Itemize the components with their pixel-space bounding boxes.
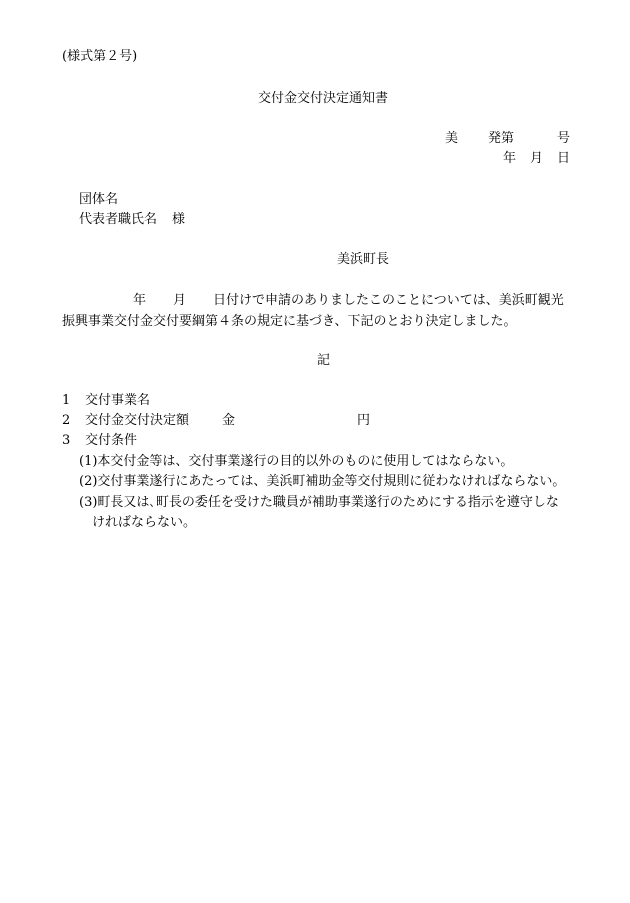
item2-yen: 円 [357, 413, 371, 428]
condition-2: (2)交付事業遂行にあたっては、美浜町補助金等交付規則に従わなければならない。 [79, 474, 566, 489]
body-line1: 日付けで申請のありましたこのことについては、美浜町観光 [213, 293, 564, 308]
ki-heading: 記 [317, 353, 331, 368]
item3-label: 交付条件 [85, 433, 138, 448]
sender-title: 美浜町長 [337, 252, 390, 267]
reference-city: 美 [445, 131, 459, 146]
item2-label: 交付金交付決定額 [85, 413, 190, 428]
item1-number: 1 [62, 393, 71, 408]
body-line2: 振興事業交付金交付要綱第４条の規定に基づき、下記のとおり決定しました。 [62, 314, 517, 329]
item2-number: 2 [62, 413, 71, 428]
reference-number-suffix: 号 [557, 131, 571, 146]
reference-issue: 発第 [488, 131, 515, 146]
form-label: (様式第２号) [62, 49, 138, 64]
addressee-honorific: 様 [172, 212, 186, 227]
addressee-org-label: 団体名 [79, 192, 119, 207]
addressee-rep-label: 代表者職氏名 [79, 212, 158, 227]
date-month: 月 [530, 151, 544, 166]
item3-number: 3 [62, 433, 71, 448]
body-month: 月 [173, 293, 187, 308]
item2-kin: 金 [222, 413, 236, 428]
date-day: 日 [557, 151, 571, 166]
condition-3-line1: (3)町長又は､町長の委任を受けた職員が補助事業遂行のためにする指示を遵守しな [79, 495, 559, 510]
body-year: 年 [133, 293, 147, 308]
document-title: 交付金交付決定通知書 [258, 91, 389, 106]
item1-label: 交付事業名 [85, 393, 151, 408]
date-year: 年 [503, 151, 517, 166]
condition-1: (1)本交付金等は、交付事業遂行の目的以外のものに使用してはならない。 [79, 454, 514, 469]
condition-3-line2: ければならない。 [92, 515, 197, 530]
